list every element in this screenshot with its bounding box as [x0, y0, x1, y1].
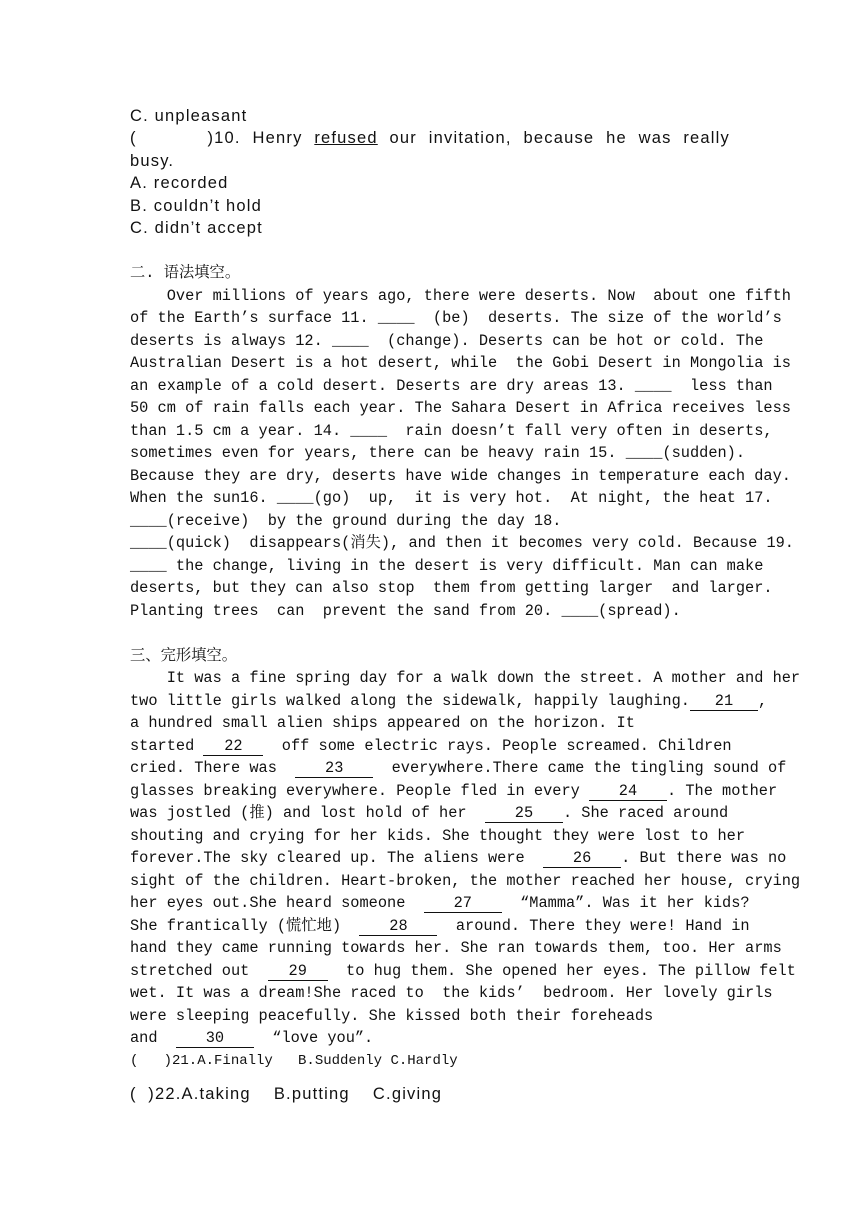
cloze-line: It was a fine spring day for a walk down the street. A mother and her — [130, 669, 801, 687]
cloze-text: She frantically (慌忙地) — [130, 917, 360, 935]
grammar-line: Planting trees can prevent the sand from 20. ____(spread). — [130, 602, 681, 620]
cloze-line: a hundred small alien ships appeared on the horizon. It — [130, 714, 635, 732]
grammar-line: deserts, but they can also stop them from getting larger and larger. — [130, 579, 773, 597]
grammar-line: ____(quick) disappears(消失), and then it becomes very cold. Because 19. — [130, 534, 794, 552]
cloze-text: . She raced around — [562, 804, 729, 822]
cloze-line: were sleeping peacefully. She kissed both their foreheads — [130, 1007, 654, 1025]
cloze-text: around. There they were! Hand in — [437, 917, 750, 935]
cloze-text: . The mother — [666, 782, 778, 800]
cloze-text: forever.The sky cleared up. The aliens were — [130, 849, 544, 867]
grammar-line: ____ the change, living in the desert is very difficult. Man can make — [130, 557, 764, 575]
blank-28: 28 — [359, 917, 437, 936]
cloze-text: cried. There was — [130, 759, 296, 777]
q10-lead: ( )10. Henry — [130, 129, 315, 147]
blank-24: 24 — [589, 782, 667, 801]
question-21: ( )21.A.Finally B.Suddenly C.Hardly — [130, 1053, 458, 1069]
cloze-text: stretched out — [130, 962, 268, 980]
blank-23: 23 — [295, 759, 373, 778]
grammar-heading: 二. 语法填空。 — [130, 264, 241, 282]
q10-keyword: refused — [314, 129, 378, 147]
option-c-q9: C. unpleasant — [130, 107, 248, 125]
grammar-line: than 1.5 cm a year. 14. ____ rain doesn’t fall very often in deserts, — [130, 422, 773, 440]
grammar-line: Over millions of years ago, there were deserts. Now about one fifth — [130, 287, 791, 305]
cloze-text: , — [757, 692, 768, 710]
cloze-text: was jostled (推) and lost hold of her — [130, 804, 485, 822]
cloze-heading: 三、完形填空。 — [130, 647, 238, 665]
cloze-text: everywhere.There came the tingling sound of — [373, 759, 787, 777]
blank-26: 26 — [543, 849, 621, 868]
cloze-text: started — [130, 737, 204, 755]
cloze-text: “Mamma”. Was it her kids? — [501, 894, 750, 912]
cloze-text: two little girls walked along the sidewalk, happily laughing. — [130, 692, 690, 710]
q10-rest: our invitation, because he was really — [377, 129, 730, 147]
cloze-text: . But there was no — [621, 849, 787, 867]
cloze-line: hand they came running towards her. She ran towards them, too. Her arms — [130, 939, 782, 957]
grammar-line: 50 cm of rain falls each year. The Sahara Desert in Africa receives less — [130, 399, 791, 417]
question-10 — [130, 127, 730, 149]
cloze-text: “love you”. — [253, 1029, 374, 1047]
cloze-line — [130, 757, 787, 779]
cloze-line — [130, 892, 750, 914]
blank-27: 27 — [424, 894, 502, 913]
cloze-line — [130, 690, 768, 712]
cloze-line — [130, 780, 778, 802]
cloze-line — [130, 735, 730, 757]
question-10-cont: busy. — [130, 152, 175, 170]
cloze-text: to hug them. She opened her eyes. The pillow felt — [327, 962, 796, 980]
grammar-line: deserts is always 12. ____ (change). Deserts can be hot or cold. The — [130, 332, 764, 350]
cloze-line: sight of the children. Heart-broken, the mother reached her house, crying — [130, 872, 801, 890]
grammar-line: When the sun16. ____(go) up, it is very hot. At night, the heat 17. — [130, 489, 773, 507]
grammar-line: sometimes even for years, there can be heavy rain 15. ____(sudden). — [130, 444, 746, 462]
cloze-line — [130, 915, 750, 937]
blank-25: 25 — [485, 804, 563, 823]
cloze-text: off some electric rays. People screamed. Children — [263, 737, 732, 755]
cloze-line: wet. It was a dream!She raced to the kids’ bedroom. Her lovely girls — [130, 984, 773, 1002]
grammar-line: an example of a cold desert. Deserts are dry areas 13. ____ less than — [130, 377, 773, 395]
option-a-q10: A. recorded — [130, 174, 229, 192]
cloze-text: glasses breaking everywhere. People fled in every — [130, 782, 589, 800]
grammar-line: of the Earth’s surface 11. ____ (be) deserts. The size of the world’s — [130, 309, 782, 327]
grammar-line: Because they are dry, deserts have wide changes in temperature each day. — [130, 467, 791, 485]
cloze-line — [130, 960, 796, 982]
cloze-line: shouting and crying for her kids. She thought they were lost to her — [130, 827, 746, 845]
grammar-line: Australian Desert is a hot desert, while the Gobi Desert in Mongolia is — [130, 354, 791, 372]
cloze-line — [130, 847, 787, 869]
option-c-q10: C. didn’t accept — [130, 219, 263, 237]
blank-30: 30 — [176, 1029, 254, 1048]
grammar-line: ____(receive) by the ground during the day 18. — [130, 512, 562, 530]
cloze-text: and — [130, 1029, 176, 1047]
blank-21: 21 — [690, 692, 758, 711]
cloze-text: her eyes out.She heard someone — [130, 894, 424, 912]
question-22: ( )22.A.taking B.putting C.giving — [130, 1085, 443, 1103]
blank-22: 22 — [203, 737, 263, 756]
cloze-line — [130, 1027, 730, 1049]
blank-29: 29 — [268, 962, 328, 981]
cloze-line — [130, 802, 730, 824]
option-b-q10: B. couldn’t hold — [130, 197, 263, 215]
